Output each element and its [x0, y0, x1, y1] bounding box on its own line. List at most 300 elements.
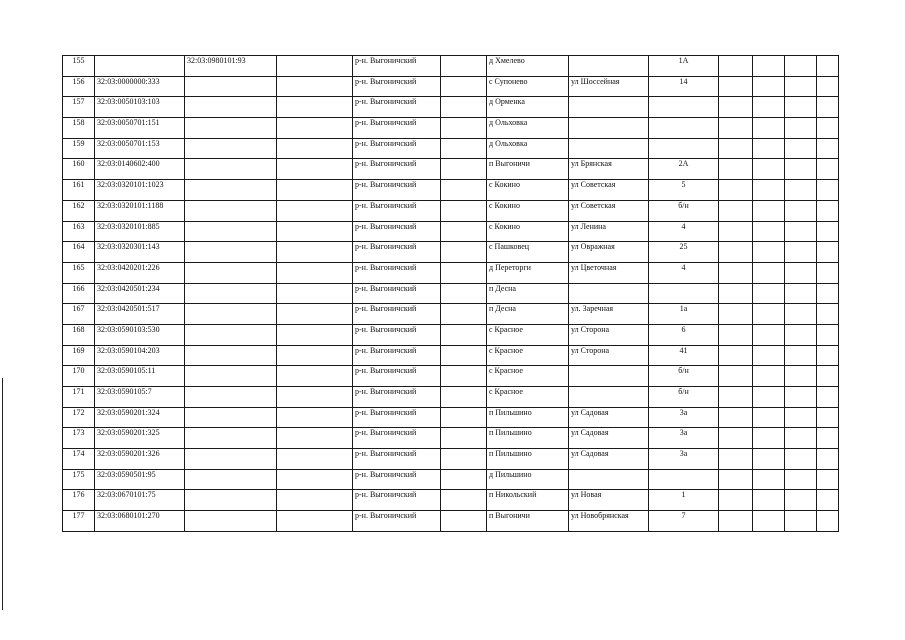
table-row [63, 180, 839, 201]
cadastral-number-cell: 32:03:0140602:400 [95, 159, 185, 180]
settlement-cell: с Супонево [487, 76, 569, 97]
street-cell: ул Советская [569, 180, 649, 201]
empty-cell [719, 490, 753, 511]
empty-cell [719, 511, 753, 532]
table-row [63, 138, 839, 159]
street-cell: ул Новая [569, 490, 649, 511]
empty-cell [753, 159, 785, 180]
cadastral-number-cell: 32:03:0680101:270 [95, 511, 185, 532]
settlement-cell: д Пильшино [487, 469, 569, 490]
document-page [62, 55, 838, 532]
cadastral-number-alt-cell [185, 283, 277, 304]
empty-cell [753, 221, 785, 242]
empty-cell [785, 56, 817, 77]
empty-cell [785, 118, 817, 139]
empty-cell [753, 180, 785, 201]
district-cell: р-н. Выгоничский [353, 76, 441, 97]
empty-cell [785, 200, 817, 221]
row-number: 175 [63, 469, 95, 490]
table-row [63, 76, 839, 97]
empty-cell [441, 221, 487, 242]
empty-cell [785, 511, 817, 532]
empty-cell [277, 449, 353, 470]
empty-cell [719, 304, 753, 325]
row-number: 169 [63, 345, 95, 366]
settlement-cell: с Пашковец [487, 242, 569, 263]
table-row [63, 449, 839, 470]
empty-cell [785, 159, 817, 180]
house-number-cell: 4 [649, 262, 719, 283]
empty-cell [441, 387, 487, 408]
house-number-cell: 1 [649, 490, 719, 511]
empty-cell [277, 428, 353, 449]
empty-cell [719, 221, 753, 242]
empty-cell [785, 221, 817, 242]
cadastral-number-cell: 32:03:0590501:95 [95, 469, 185, 490]
house-number-cell: 2А [649, 159, 719, 180]
empty-cell [277, 283, 353, 304]
row-number: 155 [63, 56, 95, 77]
cadastral-number-alt-cell [185, 345, 277, 366]
empty-cell [817, 97, 839, 118]
empty-cell [785, 490, 817, 511]
street-cell [569, 97, 649, 118]
street-cell: ул Советская [569, 200, 649, 221]
table-row [63, 387, 839, 408]
empty-cell [817, 262, 839, 283]
empty-cell [817, 345, 839, 366]
empty-cell [441, 324, 487, 345]
settlement-cell: д Ольховка [487, 118, 569, 139]
settlement-cell: п Десна [487, 283, 569, 304]
row-number: 159 [63, 138, 95, 159]
table-row [63, 262, 839, 283]
district-cell: р-н. Выгоничский [353, 262, 441, 283]
table-row [63, 469, 839, 490]
row-number: 174 [63, 449, 95, 470]
house-number-cell: 6 [649, 324, 719, 345]
settlement-cell: п Никольский [487, 490, 569, 511]
empty-cell [753, 97, 785, 118]
house-number-cell: 1А [649, 56, 719, 77]
empty-cell [719, 200, 753, 221]
empty-cell [719, 407, 753, 428]
empty-cell [785, 428, 817, 449]
empty-cell [719, 159, 753, 180]
empty-cell [277, 324, 353, 345]
empty-cell [277, 511, 353, 532]
empty-cell [441, 180, 487, 201]
settlement-cell: д Орменка [487, 97, 569, 118]
cadastral-number-alt-cell [185, 97, 277, 118]
empty-cell [277, 345, 353, 366]
district-cell: р-н. Выгоничский [353, 138, 441, 159]
house-number-cell: 5 [649, 180, 719, 201]
street-cell: ул Новобрянская [569, 511, 649, 532]
empty-cell [817, 469, 839, 490]
empty-cell [753, 490, 785, 511]
settlement-cell: с Кокино [487, 180, 569, 201]
cadastral-number-cell: 32:03:0000000:333 [95, 76, 185, 97]
empty-cell [753, 345, 785, 366]
district-cell: р-н. Выгоничский [353, 283, 441, 304]
settlement-cell: п Выгоничи [487, 159, 569, 180]
empty-cell [719, 76, 753, 97]
street-cell [569, 138, 649, 159]
empty-cell [753, 262, 785, 283]
empty-cell [753, 469, 785, 490]
empty-cell [441, 262, 487, 283]
cadastral-number-cell: 32:03:0590201:325 [95, 428, 185, 449]
table-row [63, 511, 839, 532]
empty-cell [277, 97, 353, 118]
empty-cell [753, 242, 785, 263]
empty-cell [785, 366, 817, 387]
empty-cell [785, 283, 817, 304]
empty-cell [277, 387, 353, 408]
street-cell [569, 118, 649, 139]
street-cell: ул Ленина [569, 221, 649, 242]
house-number-cell: 14 [649, 76, 719, 97]
cadastral-number-alt-cell [185, 366, 277, 387]
settlement-cell: п Пильшино [487, 428, 569, 449]
house-number-cell: 1а [649, 304, 719, 325]
settlement-cell: с Красное [487, 387, 569, 408]
cadastral-number-cell: 32:03:0320101:885 [95, 221, 185, 242]
empty-cell [277, 304, 353, 325]
empty-cell [753, 387, 785, 408]
empty-cell [817, 428, 839, 449]
street-cell [569, 283, 649, 304]
district-cell: р-н. Выгоничский [353, 469, 441, 490]
district-cell: р-н. Выгоничский [353, 159, 441, 180]
row-number: 156 [63, 76, 95, 97]
empty-cell [785, 449, 817, 470]
empty-cell [785, 242, 817, 263]
cadastral-number-alt-cell [185, 324, 277, 345]
empty-cell [785, 407, 817, 428]
empty-cell [753, 407, 785, 428]
empty-cell [817, 449, 839, 470]
empty-cell [817, 56, 839, 77]
settlement-cell: с Кокино [487, 221, 569, 242]
empty-cell [441, 138, 487, 159]
house-number-cell [649, 97, 719, 118]
empty-cell [441, 283, 487, 304]
empty-cell [277, 200, 353, 221]
cadastral-number-alt-cell [185, 469, 277, 490]
settlement-cell: п Пильшино [487, 449, 569, 470]
empty-cell [441, 76, 487, 97]
house-number-cell: 7 [649, 511, 719, 532]
row-number: 160 [63, 159, 95, 180]
row-number: 168 [63, 324, 95, 345]
cadastral-number-alt-cell [185, 304, 277, 325]
empty-cell [817, 511, 839, 532]
settlement-cell: с Кокино [487, 200, 569, 221]
empty-cell [441, 97, 487, 118]
district-cell: р-н. Выгоничский [353, 407, 441, 428]
empty-cell [441, 345, 487, 366]
cadastral-number-alt-cell [185, 242, 277, 263]
cadastral-number-alt-cell [185, 407, 277, 428]
settlement-cell: с Красное [487, 366, 569, 387]
empty-cell [441, 511, 487, 532]
cadastral-number-cell: 32:03:0050103:103 [95, 97, 185, 118]
empty-cell [753, 324, 785, 345]
empty-cell [719, 283, 753, 304]
empty-cell [719, 118, 753, 139]
empty-cell [441, 428, 487, 449]
house-number-cell: 3а [649, 449, 719, 470]
cadastral-number-cell [95, 56, 185, 77]
empty-cell [719, 366, 753, 387]
empty-cell [753, 118, 785, 139]
cadastral-number-alt-cell [185, 428, 277, 449]
empty-cell [817, 387, 839, 408]
empty-cell [817, 138, 839, 159]
settlement-cell: п Десна [487, 304, 569, 325]
settlement-cell: д Хмелево [487, 56, 569, 77]
district-cell: р-н. Выгоничский [353, 180, 441, 201]
house-number-cell: 3а [649, 428, 719, 449]
cadastral-number-cell: 32:03:0670101:75 [95, 490, 185, 511]
street-cell [569, 366, 649, 387]
street-cell: ул Шоссейная [569, 76, 649, 97]
district-cell: р-н. Выгоничский [353, 242, 441, 263]
left-margin-line [2, 378, 3, 610]
cadastral-number-cell: 32:03:0590103:530 [95, 324, 185, 345]
settlement-cell: д Переторги [487, 262, 569, 283]
empty-cell [277, 180, 353, 201]
table-row [63, 345, 839, 366]
empty-cell [441, 159, 487, 180]
empty-cell [719, 242, 753, 263]
table-row [63, 97, 839, 118]
empty-cell [817, 283, 839, 304]
table-row [63, 221, 839, 242]
street-cell [569, 469, 649, 490]
cadastral-number-cell: 32:03:0420201:226 [95, 262, 185, 283]
district-cell: р-н. Выгоничский [353, 221, 441, 242]
registry-body [63, 56, 839, 532]
cadastral-number-alt-cell: 32:03:0980101:93 [185, 56, 277, 77]
empty-cell [785, 180, 817, 201]
empty-cell [441, 490, 487, 511]
empty-cell [817, 242, 839, 263]
empty-cell [753, 366, 785, 387]
empty-cell [753, 56, 785, 77]
house-number-cell [649, 469, 719, 490]
empty-cell [817, 366, 839, 387]
row-number: 163 [63, 221, 95, 242]
empty-cell [719, 428, 753, 449]
house-number-cell: 41 [649, 345, 719, 366]
empty-cell [441, 469, 487, 490]
cadastral-number-alt-cell [185, 76, 277, 97]
empty-cell [441, 242, 487, 263]
empty-cell [785, 345, 817, 366]
street-cell [569, 56, 649, 77]
table-row [63, 366, 839, 387]
empty-cell [785, 76, 817, 97]
table-row [63, 283, 839, 304]
table-row [63, 428, 839, 449]
empty-cell [277, 262, 353, 283]
empty-cell [277, 76, 353, 97]
street-cell: ул. Заречная [569, 304, 649, 325]
table-row [63, 407, 839, 428]
empty-cell [785, 304, 817, 325]
empty-cell [719, 138, 753, 159]
house-number-cell [649, 138, 719, 159]
empty-cell [817, 118, 839, 139]
cadastral-number-cell: 32:03:0320301:143 [95, 242, 185, 263]
empty-cell [277, 469, 353, 490]
district-cell: р-н. Выгоничский [353, 97, 441, 118]
cadastral-number-alt-cell [185, 449, 277, 470]
table-row [63, 159, 839, 180]
district-cell: р-н. Выгоничский [353, 366, 441, 387]
empty-cell [753, 138, 785, 159]
empty-cell [753, 200, 785, 221]
empty-cell [441, 56, 487, 77]
street-cell [569, 387, 649, 408]
settlement-cell: д Ольховка [487, 138, 569, 159]
empty-cell [277, 221, 353, 242]
row-number: 162 [63, 200, 95, 221]
empty-cell [817, 304, 839, 325]
street-cell: ул Сторона [569, 324, 649, 345]
empty-cell [719, 469, 753, 490]
empty-cell [277, 56, 353, 77]
cadastral-number-alt-cell [185, 180, 277, 201]
house-number-cell [649, 118, 719, 139]
district-cell: р-н. Выгоничский [353, 200, 441, 221]
empty-cell [817, 221, 839, 242]
cadastral-number-alt-cell [185, 490, 277, 511]
empty-cell [817, 490, 839, 511]
street-cell: ул Садовая [569, 449, 649, 470]
table-row [63, 242, 839, 263]
empty-cell [277, 366, 353, 387]
empty-cell [441, 449, 487, 470]
district-cell: р-н. Выгоничский [353, 511, 441, 532]
cadastral-number-cell: 32:03:0420501:517 [95, 304, 185, 325]
empty-cell [785, 324, 817, 345]
empty-cell [719, 345, 753, 366]
cadastral-number-cell: 32:03:0590105:11 [95, 366, 185, 387]
row-number: 165 [63, 262, 95, 283]
row-number: 177 [63, 511, 95, 532]
cadastral-number-alt-cell [185, 511, 277, 532]
empty-cell [277, 118, 353, 139]
settlement-cell: п Выгоничи [487, 511, 569, 532]
empty-cell [817, 200, 839, 221]
row-number: 173 [63, 428, 95, 449]
empty-cell [753, 449, 785, 470]
empty-cell [441, 118, 487, 139]
street-cell: ул Цветочная [569, 262, 649, 283]
cadastral-number-alt-cell [185, 262, 277, 283]
house-number-cell: 4 [649, 221, 719, 242]
house-number-cell [649, 283, 719, 304]
table-row [63, 118, 839, 139]
street-cell: ул Садовая [569, 428, 649, 449]
empty-cell [277, 490, 353, 511]
table-row [63, 324, 839, 345]
cadastral-number-cell: 32:03:0590201:324 [95, 407, 185, 428]
cadastral-number-cell: 32:03:0420501:234 [95, 283, 185, 304]
empty-cell [277, 242, 353, 263]
table-row [63, 304, 839, 325]
empty-cell [719, 324, 753, 345]
row-number: 164 [63, 242, 95, 263]
empty-cell [719, 97, 753, 118]
table-row [63, 56, 839, 77]
empty-cell [785, 469, 817, 490]
cadastral-number-cell: 32:03:0050701:151 [95, 118, 185, 139]
empty-cell [441, 407, 487, 428]
row-number: 167 [63, 304, 95, 325]
district-cell: р-н. Выгоничский [353, 345, 441, 366]
cadastral-number-cell: 32:03:0590104:203 [95, 345, 185, 366]
cadastral-number-cell: 32:03:0320101:1188 [95, 200, 185, 221]
row-number: 158 [63, 118, 95, 139]
cadastral-number-alt-cell [185, 138, 277, 159]
empty-cell [817, 159, 839, 180]
empty-cell [441, 304, 487, 325]
row-number: 166 [63, 283, 95, 304]
street-cell: ул Садовая [569, 407, 649, 428]
cadastral-number-alt-cell [185, 118, 277, 139]
empty-cell [441, 366, 487, 387]
settlement-cell: с Красное [487, 324, 569, 345]
empty-cell [441, 200, 487, 221]
empty-cell [785, 97, 817, 118]
empty-cell [277, 138, 353, 159]
cadastral-number-cell: 32:03:0320101:1023 [95, 180, 185, 201]
empty-cell [817, 324, 839, 345]
row-number: 176 [63, 490, 95, 511]
cadastral-number-cell: 32:03:0590201:326 [95, 449, 185, 470]
row-number: 170 [63, 366, 95, 387]
empty-cell [719, 180, 753, 201]
empty-cell [753, 76, 785, 97]
empty-cell [719, 387, 753, 408]
empty-cell [719, 56, 753, 77]
row-number: 161 [63, 180, 95, 201]
district-cell: р-н. Выгоничский [353, 490, 441, 511]
row-number: 157 [63, 97, 95, 118]
district-cell: р-н. Выгоничский [353, 324, 441, 345]
cadastral-number-alt-cell [185, 221, 277, 242]
street-cell: ул Брянская [569, 159, 649, 180]
settlement-cell: п Пильшино [487, 407, 569, 428]
empty-cell [817, 180, 839, 201]
cadastral-number-cell: 32:03:0590105:7 [95, 387, 185, 408]
cadastral-number-cell: 32:03:0050701:153 [95, 138, 185, 159]
empty-cell [719, 262, 753, 283]
district-cell: р-н. Выгоничский [353, 449, 441, 470]
empty-cell [277, 407, 353, 428]
row-number: 171 [63, 387, 95, 408]
cadastral-number-alt-cell [185, 159, 277, 180]
empty-cell [785, 387, 817, 408]
registry-table [62, 55, 839, 532]
empty-cell [817, 76, 839, 97]
empty-cell [785, 262, 817, 283]
